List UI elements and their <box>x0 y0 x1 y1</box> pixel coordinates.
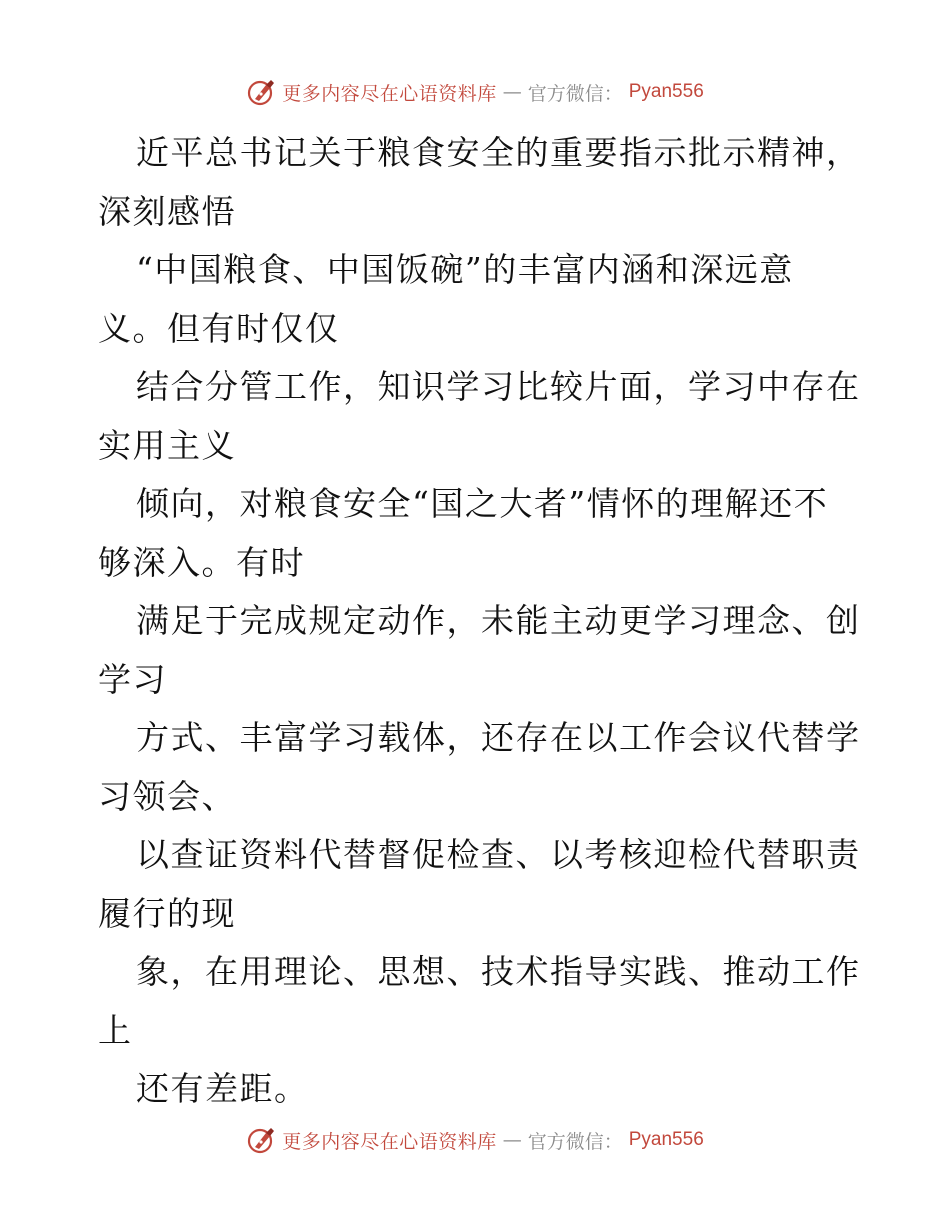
document-body <box>98 124 861 1119</box>
text-line: 学习 <box>98 659 167 699</box>
text-line: 象，在用理论、思想、技术指导实践、推动工作 <box>136 952 861 991</box>
footer-banner <box>0 1120 950 1160</box>
pen-nib-logo-icon <box>246 77 276 107</box>
text-line: 近平总书记关于粮食安全的重要指示批示精神， <box>136 133 861 172</box>
text-line: 还有差距。 <box>136 1069 309 1108</box>
banner-title: 更多内容尽在心语资料库 <box>282 1130 497 1153</box>
banner-wechat-label: 官方微信： <box>527 1130 623 1153</box>
text-line: 倾向，对粮食安全“国之大者”情怀的理解还不 <box>136 484 829 523</box>
text-line: 够深入。有时 <box>98 542 305 582</box>
banner-title: 更多内容尽在心语资料库 <box>282 82 497 105</box>
text-line: 实用主义 <box>98 425 236 465</box>
text-line: 结合分管工作，知识学习比较片面，学习中存在 <box>136 367 861 406</box>
text-line: 习领会、 <box>98 776 236 816</box>
text-line: 满足于完成规定动作，未能主动更学习理念、创 <box>136 601 861 640</box>
banner-separator: — <box>502 81 522 103</box>
text-line: 义。但有时仅仅 <box>98 308 340 348</box>
text-line: 上 <box>98 1010 133 1050</box>
text-line: 以查证资料代替督促检查、以考核迎检代替职责 <box>136 835 861 874</box>
text-line: 履行的现 <box>98 893 236 933</box>
banner-wechat-id: Pyan556 <box>628 81 704 102</box>
banner-wechat-id: Pyan556 <box>628 1129 704 1150</box>
banner-wechat-label: 官方微信： <box>527 82 623 105</box>
text-line: “中国粮食、中国饭碗”的丰富内涵和深远意 <box>136 250 794 289</box>
text-line: 深刻感悟 <box>98 191 236 231</box>
text-line: 方式、丰富学习载体，还存在以工作会议代替学 <box>136 718 861 757</box>
pen-nib-logo-icon <box>246 1125 276 1155</box>
header-banner <box>0 72 950 112</box>
banner-separator: — <box>502 1129 522 1151</box>
